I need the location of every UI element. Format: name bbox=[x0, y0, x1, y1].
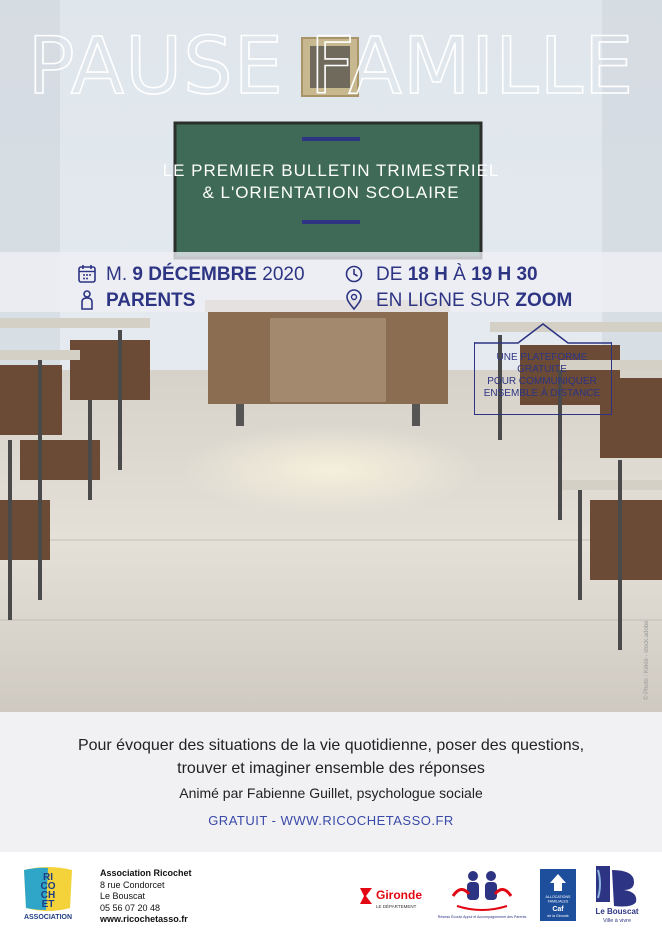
caf-logo-line4: de la Gironde bbox=[547, 914, 569, 918]
le-bouscat-logo-sub: Ville à vivre bbox=[602, 918, 632, 924]
date-day: 9 DÉCEMBRE bbox=[132, 264, 257, 285]
ricochet-logo bbox=[18, 864, 78, 922]
audience-label: PARENTS bbox=[106, 290, 196, 311]
divider-bottom bbox=[302, 220, 360, 224]
person-icon bbox=[78, 290, 96, 310]
le-bouscat-logo bbox=[588, 862, 646, 926]
event-date bbox=[106, 264, 305, 286]
gironde-logo-sub: LE DÉPARTEMENT bbox=[376, 904, 417, 909]
event-time bbox=[376, 264, 538, 286]
date-prefix: M. bbox=[106, 264, 133, 285]
description-line-2: trouver et imaginer ensemble des réponses bbox=[177, 760, 485, 777]
caf-logo bbox=[540, 869, 576, 921]
location-platform: ZOOM bbox=[515, 290, 573, 311]
caf-logo-line2: FAMILIALES bbox=[547, 899, 569, 904]
clock-icon bbox=[345, 264, 363, 284]
time-end: 19 H 30 bbox=[471, 264, 538, 285]
location-prefix: EN LIGNE SUR bbox=[376, 290, 516, 311]
description-panel bbox=[0, 712, 662, 852]
poster-subtitle bbox=[100, 160, 562, 204]
zoom-note-line-3: POUR COMMUNIQUER bbox=[487, 376, 597, 387]
location-pin-icon bbox=[345, 290, 363, 310]
zoom-note-roof bbox=[474, 322, 612, 344]
subtitle-line-1: LE PREMIER BULLETIN TRIMESTRIEL bbox=[162, 161, 500, 180]
photo-credit: © Photo : Kéklé - stock.adobe bbox=[644, 620, 650, 700]
price-and-website bbox=[0, 813, 662, 828]
association-street: 8 rue Condorcet bbox=[100, 879, 165, 890]
gironde-logo-text: Gironde bbox=[376, 888, 423, 902]
ricochet-logo-et: ET bbox=[41, 899, 55, 910]
date-year: 2020 bbox=[256, 264, 305, 285]
divider-top bbox=[302, 137, 360, 141]
association-city: Le Bouscat bbox=[100, 891, 146, 901]
le-bouscat-logo-text: Le Bouscat bbox=[595, 907, 639, 916]
animator-credit: Animé par Fabienne Guillet, psychologue sociale bbox=[179, 785, 483, 801]
ricochet-logo-co: CO bbox=[40, 881, 56, 892]
reaap-logo-text: Réseau Écoute Appui et Accompagnement des Parents bbox=[437, 915, 527, 919]
zoom-note-line-1: UNE PLATEFORME bbox=[496, 352, 588, 363]
ricochet-logo-ri: RI bbox=[43, 872, 53, 883]
description-line-1: Pour évoquer des situations de la vie quotidienne, poser des questions, bbox=[77, 737, 585, 754]
event-location bbox=[376, 290, 572, 312]
caf-logo-line3: Caf bbox=[552, 906, 564, 913]
price-label: GRATUIT bbox=[208, 813, 268, 828]
association-name: Association Ricochet bbox=[100, 868, 192, 878]
poster-title: PAUSE FAMILLE bbox=[27, 22, 635, 112]
price-sep: - bbox=[267, 813, 281, 828]
website-link[interactable]: WWW.RICOCHETASSO.FR bbox=[280, 813, 454, 828]
reaap-logo bbox=[437, 866, 527, 924]
time-start: 18 H bbox=[407, 264, 448, 285]
subtitle-line-2: & L'ORIENTATION SCOLAIRE bbox=[202, 183, 460, 202]
association-contact bbox=[100, 868, 192, 926]
ricochet-logo-ch: CH bbox=[40, 890, 56, 901]
ricochet-logo-label: ASSOCIATION bbox=[23, 914, 73, 921]
zoom-note-line-4: ENSEMBLE À DISTANCE bbox=[483, 388, 601, 399]
caf-logo-line1: ALLOCATIONS bbox=[545, 895, 571, 899]
event-audience bbox=[106, 290, 195, 312]
association-phone: 05 56 07 20 48 bbox=[100, 902, 161, 913]
zoom-note-line-2: GRATUITE bbox=[517, 364, 567, 375]
gironde-logo bbox=[358, 884, 438, 914]
calendar-icon bbox=[78, 264, 96, 284]
zoom-note-text bbox=[474, 352, 610, 400]
time-prefix: DE bbox=[376, 264, 408, 285]
time-sep: À bbox=[447, 264, 472, 285]
association-website[interactable]: www.ricochetasso.fr bbox=[100, 914, 188, 924]
